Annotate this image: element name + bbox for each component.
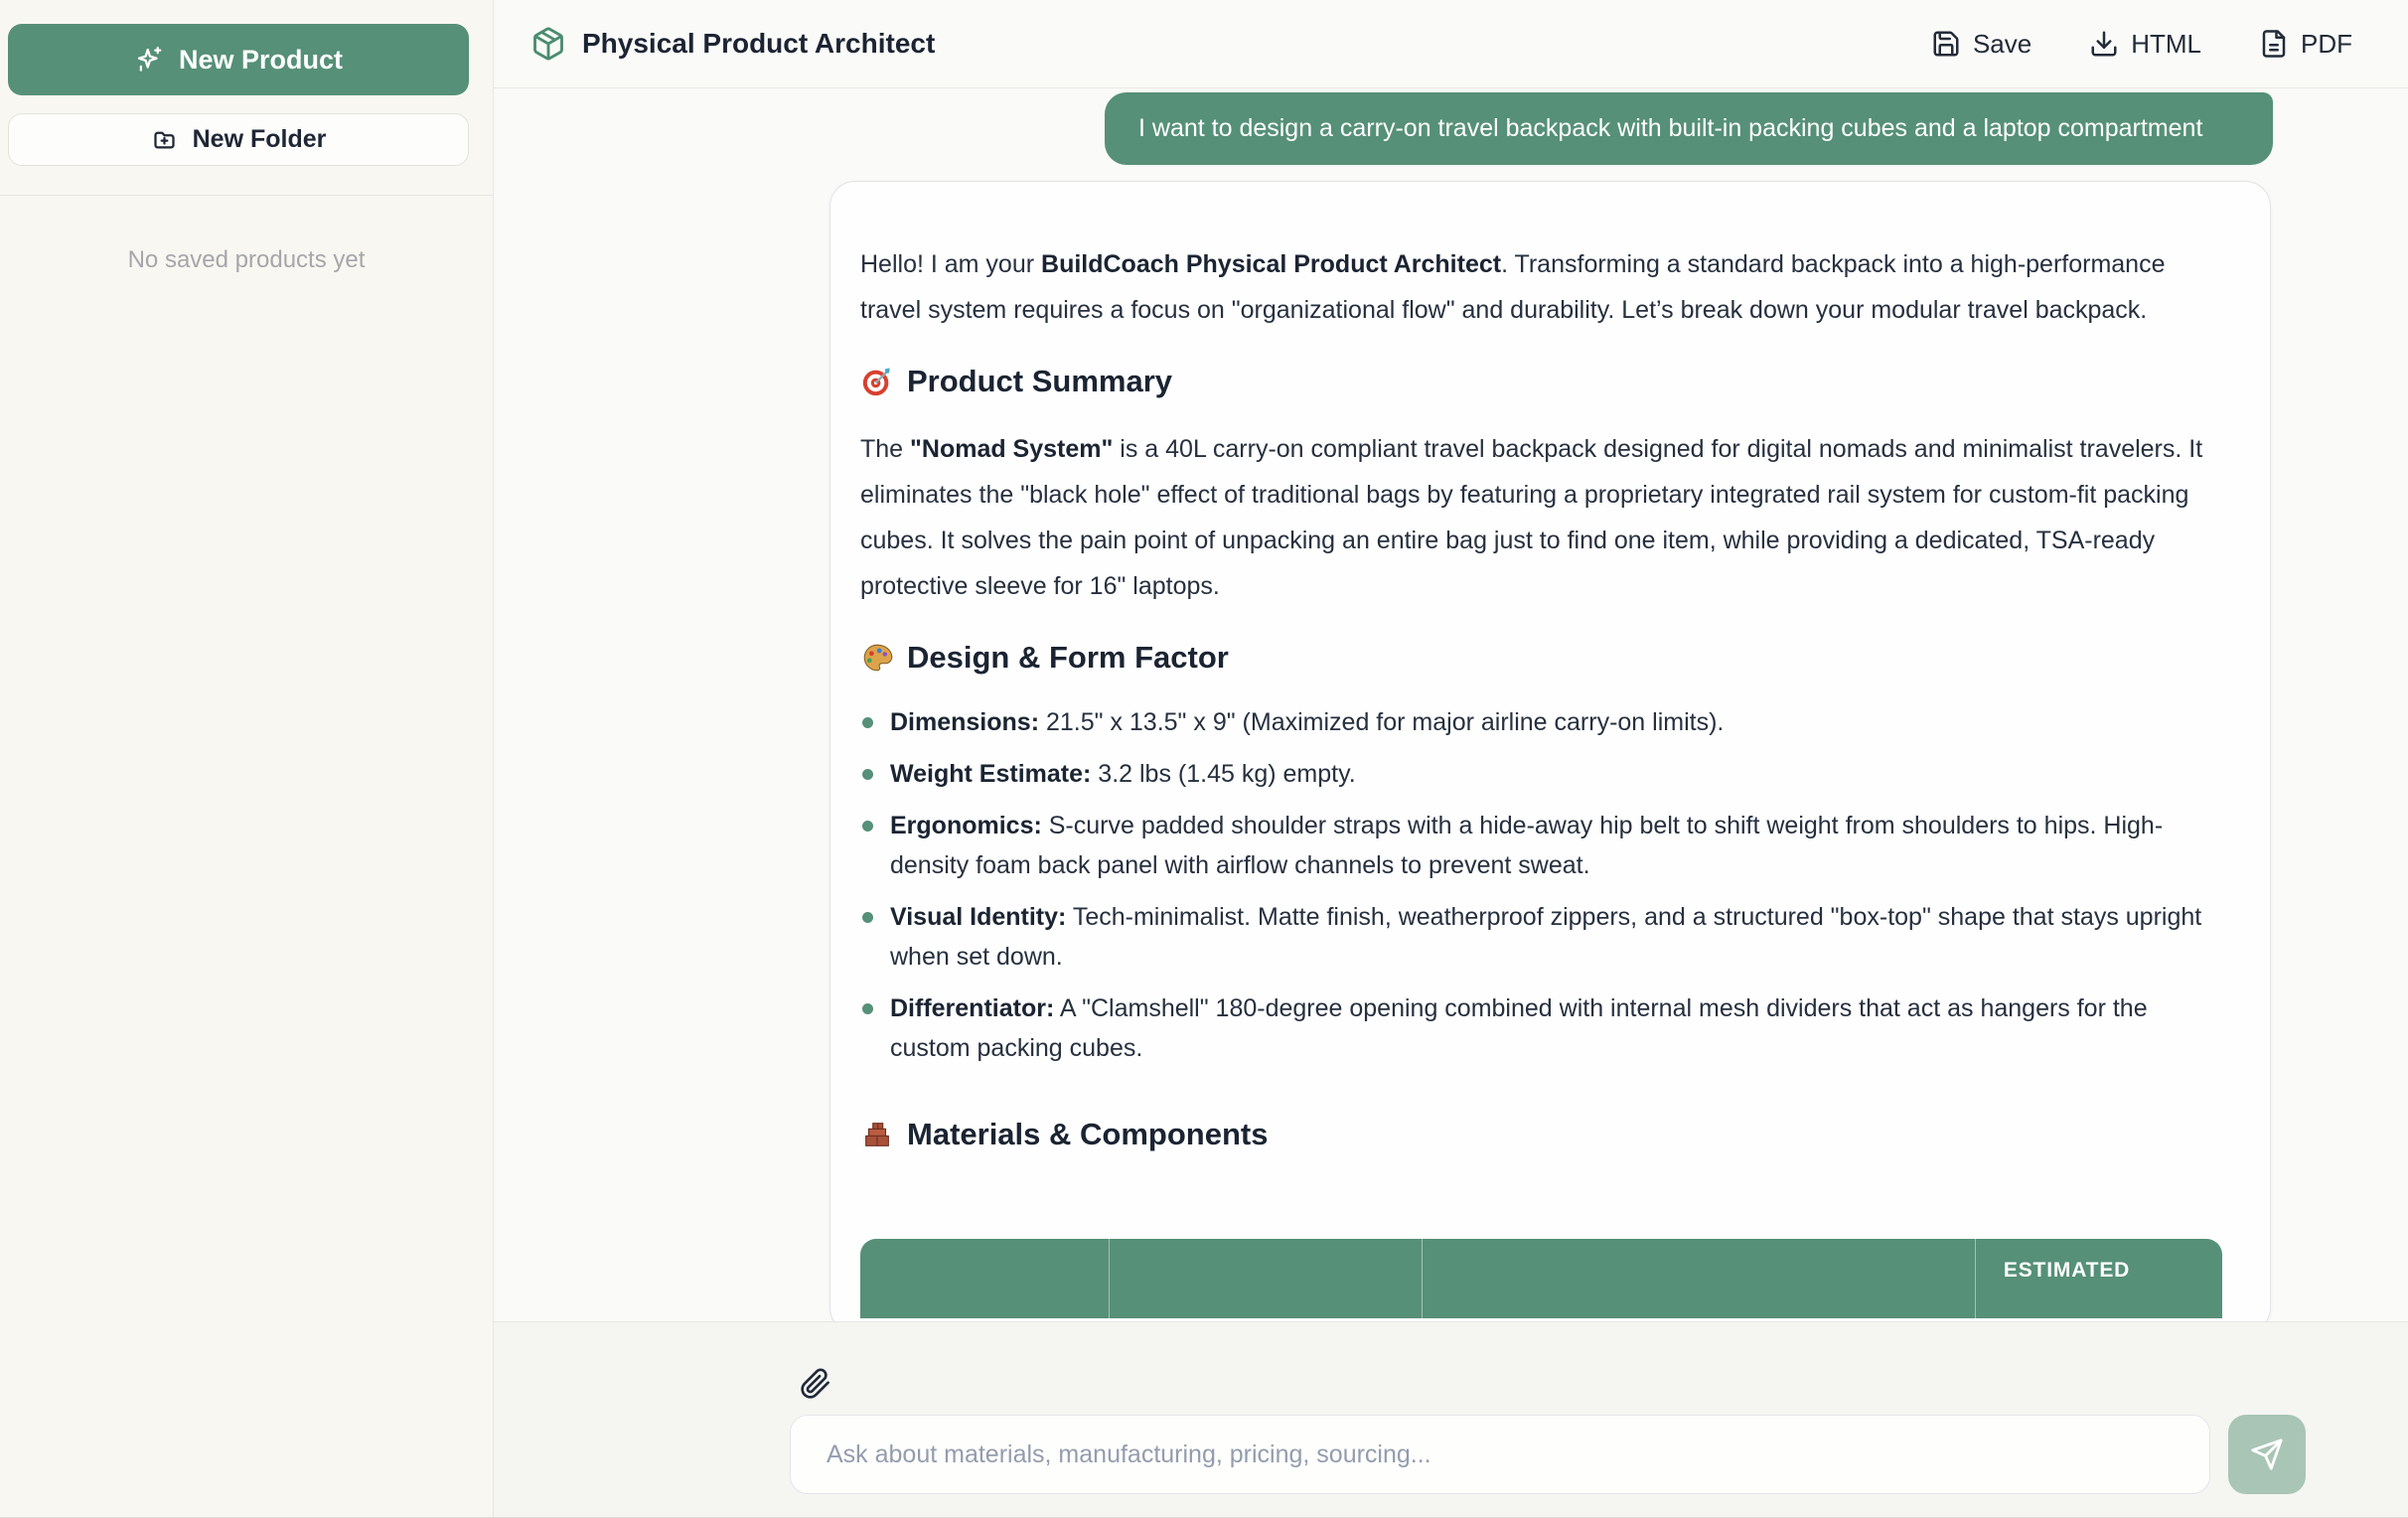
paperclip-icon (800, 1368, 831, 1400)
target-emoji-icon (860, 365, 894, 398)
save-label: Save (1972, 28, 2032, 59)
user-message-text: I want to design a carry-on travel backpack with built-in packing cubes and a laptop compartment (1138, 114, 2203, 142)
section-title: Materials & Components (907, 1117, 1269, 1151)
folder-plus-icon (151, 126, 178, 153)
pdf-export-button[interactable] (2259, 29, 2352, 60)
intro-bold-text: BuildCoach Physical Product Architect (1041, 250, 1502, 278)
package-icon (530, 26, 566, 62)
save-button[interactable] (1931, 29, 2032, 60)
assistant-message-card (829, 181, 2271, 1321)
table-header-cell (1110, 1239, 1423, 1318)
bullet-dimensions: Dimensions: 21.5" x 13.5" x 9" (Maximized for major airline carry-on limits). (860, 702, 2222, 742)
new-product-label: New Product (178, 44, 344, 75)
chat-input[interactable] (790, 1415, 2210, 1494)
product-summary-paragraph: The "Nomad System" is a 40L carry-on compliant travel backpack designed for digital nomads and minimalist travelers. It eliminates the "black hole" effect of traditional bags by featuring a proprietary integrated rail system for custom-fit packing cubes. It solves the pain point of unpacking an entire bag just to find one item, while providing a dedicated, TSA-ready protective sleeve for 16" laptops. (860, 435, 2203, 600)
bullet-visual-identity: Visual Identity: Tech-minimalist. Matte finish, weatherproof zippers, and a structured "box-top" shape that stays upright when set down. (860, 897, 2222, 977)
new-product-button[interactable] (8, 24, 469, 95)
attach-file-button[interactable] (800, 1368, 831, 1400)
bullet-weight: Weight Estimate: 3.2 lbs (1.45 kg) empty. (860, 754, 2222, 794)
assistant-intro-paragraph: Hello! I am your BuildCoach Physical Product Architect. Transforming a standard backpack into a high-performance travel system requires a focus on "organizational flow" and durability. Let’s break down your modular travel backpack. (860, 250, 2166, 324)
file-text-icon (2259, 29, 2289, 59)
sidebar (0, 0, 494, 1518)
save-icon (1931, 29, 1961, 59)
section-heading-materials-components (860, 1114, 2222, 1155)
sidebar-divider (0, 195, 493, 196)
topbar-actions (1931, 29, 2352, 60)
table-header-cell (1423, 1239, 1976, 1318)
table-header-cell (860, 1239, 1110, 1318)
html-label: HTML (2131, 28, 2201, 59)
bullet-differentiator: Differentiator: A "Clamshell" 180-degree opening combined with internal mesh dividers that act as hangers for the custom packing cubes. (860, 988, 2222, 1068)
palette-emoji-icon (860, 641, 894, 675)
user-message-bubble (1105, 92, 2273, 165)
send-icon (2250, 1438, 2284, 1471)
section-title: Product Summary (907, 364, 1173, 398)
composer-bar (494, 1321, 2408, 1518)
agent-title-group (530, 26, 935, 62)
page-title: Physical Product Architect (582, 28, 936, 59)
brick-emoji-icon (860, 1118, 894, 1151)
empty-state-text: No saved products yet (127, 246, 366, 273)
section-title: Design & Form Factor (907, 640, 1229, 675)
chat-scroll-area[interactable] (494, 88, 2408, 1321)
bullet-ergonomics: Ergonomics: S-curve padded shoulder straps with a hide-away hip belt to shift weight from shoulders to hips. High-density foam back panel with airflow channels to prevent sweat. (860, 806, 2222, 885)
topbar (494, 0, 2408, 88)
html-export-button[interactable] (2089, 29, 2201, 60)
summary-bold-text: "Nomad System" (910, 435, 1114, 463)
new-folder-label: New Folder (192, 125, 327, 153)
pdf-label: PDF (2301, 28, 2352, 59)
materials-table-header-row (860, 1239, 2222, 1318)
send-button[interactable] (2228, 1415, 2306, 1494)
design-bullet-list (860, 702, 2222, 1068)
sparkles-icon (134, 45, 164, 75)
section-heading-design-form-factor (860, 637, 2222, 679)
section-heading-product-summary (860, 361, 2222, 402)
new-folder-button[interactable] (8, 113, 469, 166)
download-icon (2089, 29, 2119, 59)
table-header-cell-estimated: ESTIMATED (2003, 1259, 2131, 1282)
